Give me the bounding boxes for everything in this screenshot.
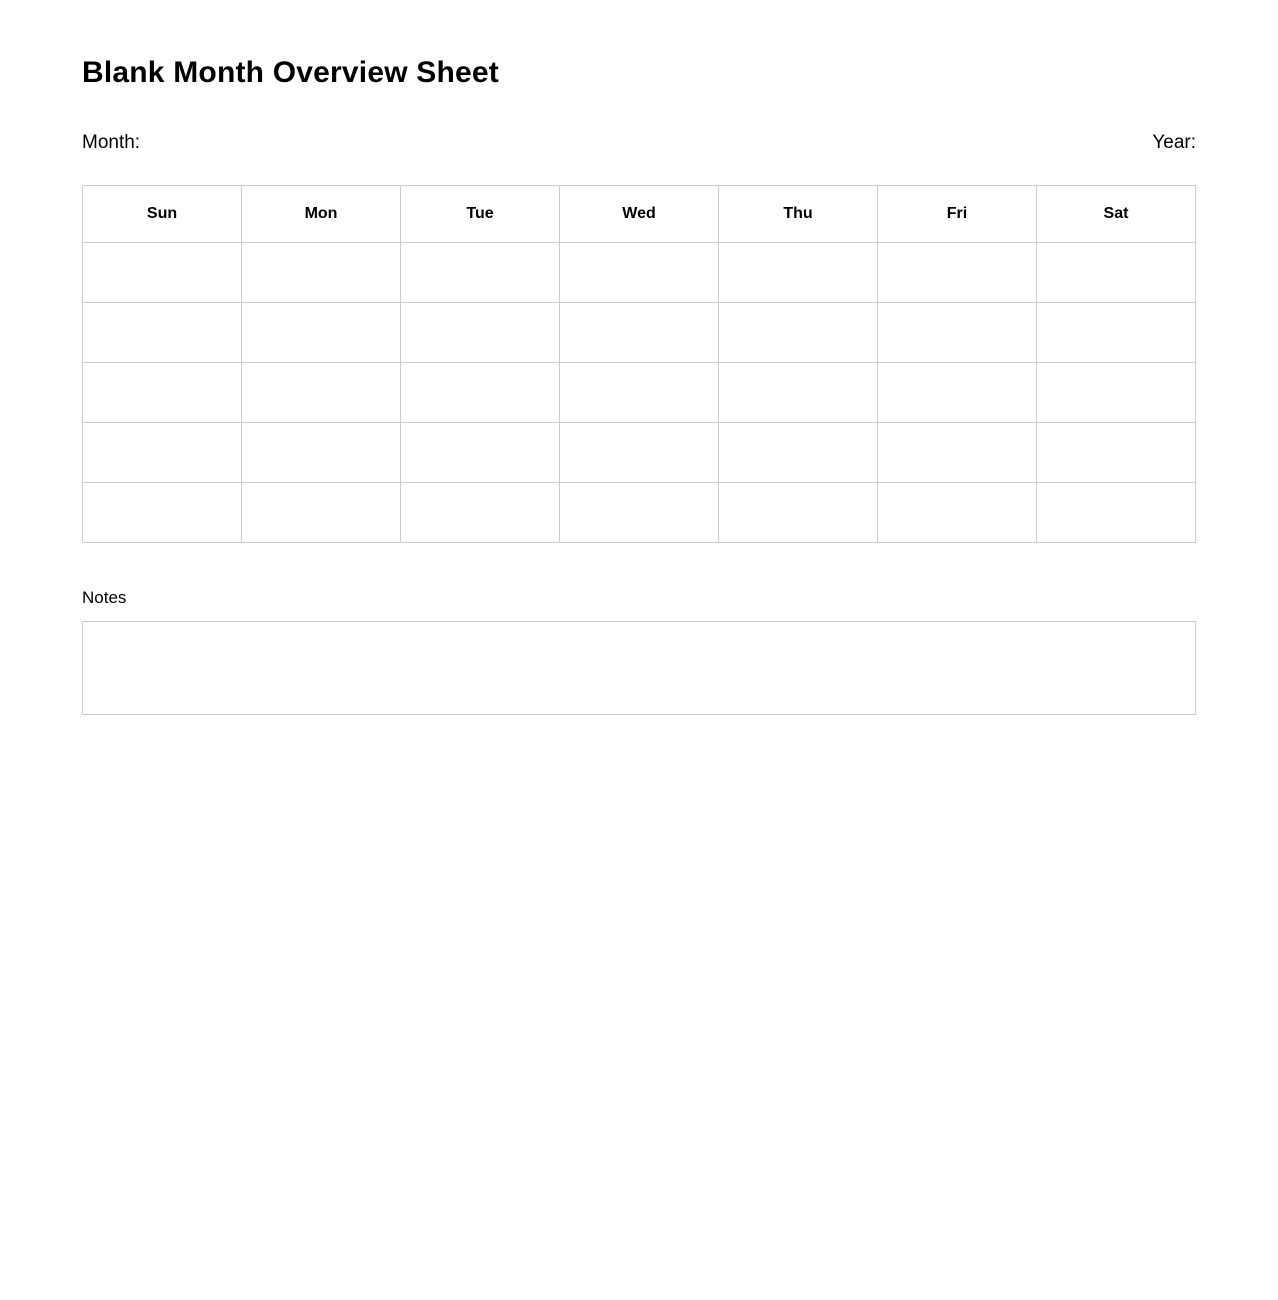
day-header-sun: Sun [83, 186, 242, 243]
calendar-cell [242, 483, 401, 543]
calendar-cell [242, 423, 401, 483]
day-header-sat: Sat [1037, 186, 1196, 243]
calendar-cell [401, 483, 560, 543]
calendar-cell [878, 303, 1037, 363]
year-label: Year: [1152, 132, 1196, 153]
notes-box [82, 621, 1196, 715]
calendar-cell [878, 423, 1037, 483]
calendar-cell [719, 423, 878, 483]
calendar-cell [560, 483, 719, 543]
calendar-cell [560, 303, 719, 363]
calendar-table [82, 185, 1196, 543]
day-header-fri: Fri [878, 186, 1037, 243]
calendar-cell [560, 243, 719, 303]
calendar-week-row [83, 303, 1196, 363]
calendar-cell [1037, 243, 1196, 303]
calendar-header-row [83, 186, 1196, 243]
calendar-cell [83, 423, 242, 483]
day-header-tue: Tue [401, 186, 560, 243]
calendar-cell [1037, 423, 1196, 483]
calendar-cell [878, 243, 1037, 303]
calendar-cell [719, 303, 878, 363]
calendar-cell [83, 483, 242, 543]
calendar-cell [83, 243, 242, 303]
calendar-week-row [83, 483, 1196, 543]
calendar-cell [719, 363, 878, 423]
calendar-cell [83, 363, 242, 423]
calendar-cell [401, 363, 560, 423]
calendar-body [83, 243, 1196, 543]
calendar-cell [242, 303, 401, 363]
calendar-cell [560, 363, 719, 423]
calendar-cell [401, 303, 560, 363]
calendar-cell [242, 363, 401, 423]
notes-label: Notes [82, 588, 127, 607]
month-year-row [82, 132, 1196, 154]
calendar-cell [1037, 303, 1196, 363]
page-title: Blank Month Overview Sheet [82, 56, 499, 89]
calendar-cell [83, 303, 242, 363]
calendar-cell [719, 243, 878, 303]
calendar-cell [1037, 483, 1196, 543]
day-header-wed: Wed [560, 186, 719, 243]
calendar-cell [242, 243, 401, 303]
calendar-cell [719, 483, 878, 543]
calendar-cell [1037, 363, 1196, 423]
day-header-thu: Thu [719, 186, 878, 243]
calendar-week-row [83, 243, 1196, 303]
month-label: Month: [82, 132, 141, 153]
calendar-cell [401, 243, 560, 303]
calendar-cell [401, 423, 560, 483]
calendar-week-row [83, 363, 1196, 423]
notes-section [82, 588, 1196, 715]
calendar-week-row [83, 423, 1196, 483]
calendar-cell [878, 363, 1037, 423]
month-overview-sheet [82, 0, 1196, 715]
day-header-mon: Mon [242, 186, 401, 243]
calendar-cell [878, 483, 1037, 543]
calendar-cell [560, 423, 719, 483]
